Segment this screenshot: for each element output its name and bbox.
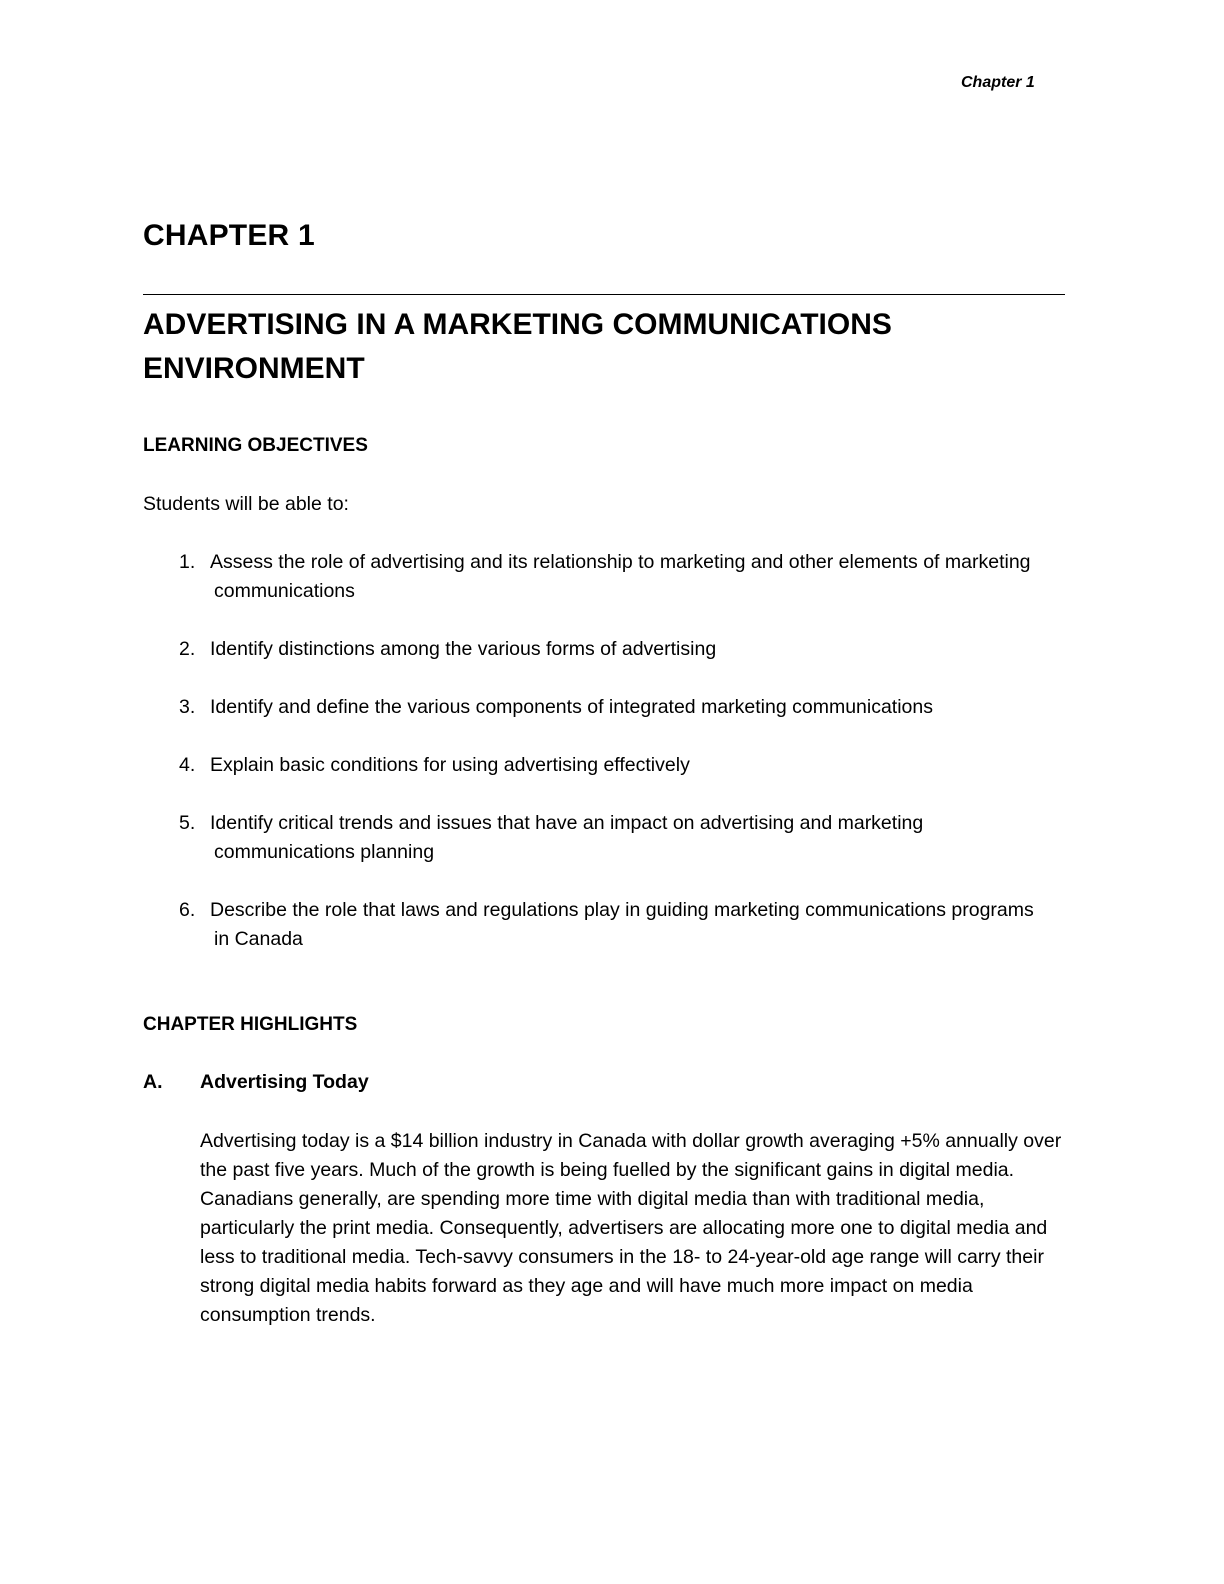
- list-item: [143, 548, 1063, 606]
- list-item-text: Identify critical trends and issues that have an impact on advertising and marketing communications planning: [210, 812, 924, 863]
- chapter-title: ADVERTISING IN A MARKETING COMMUNICATIONS ENVIRONMENT: [143, 308, 892, 385]
- chapter-label: CHAPTER 1: [143, 219, 315, 252]
- list-item-text: Describe the role that laws and regulations play in guiding marketing communications programs in Canada: [210, 899, 1034, 950]
- list-item-number: 3.: [179, 696, 196, 718]
- chapter-highlights-heading: CHAPTER HIGHLIGHTS: [143, 1014, 358, 1035]
- list-item-text: Assess the role of advertising and its relationship to marketing and other elements of marketing communications: [210, 551, 1031, 602]
- list-item-number: 1.: [179, 551, 196, 573]
- list-item-number: 6.: [179, 899, 196, 921]
- objectives-lead: Students will be able to:: [143, 493, 349, 515]
- list-item-text: Explain basic conditions for using advertising effectively: [210, 754, 690, 776]
- list-item: [143, 635, 1063, 664]
- objectives-list: [143, 548, 1063, 983]
- list-item-number: 2.: [179, 638, 196, 660]
- section-paragraph: Advertising today is a $14 billion industry in Canada with dollar growth averaging +5% annually over the past five years. Much of the growth is being fuelled by the significant gains in digital media. Canadians generally, are spending more time with digital media than with traditional media, particularly the print media. Consequently, advertisers are allocating more one to digital media and less to traditional media. Tech-savvy consumers in the 18- to 24-year-old age range will carry their strong digital media habits forward as they age and will have much more impact on media consumption trends.: [200, 1130, 1062, 1326]
- list-item: [143, 896, 1063, 954]
- list-item: [143, 693, 1063, 722]
- list-item: [143, 809, 1063, 867]
- running-header: Chapter 1: [961, 74, 1035, 91]
- title-divider: [143, 294, 1065, 295]
- list-item: [143, 751, 1063, 780]
- section-title: Advertising Today: [200, 1071, 369, 1093]
- section-letter: A.: [143, 1071, 163, 1093]
- list-item-text: Identify and define the various components of integrated marketing communications: [210, 696, 933, 718]
- list-item-number: 5.: [179, 812, 196, 834]
- list-item-number: 4.: [179, 754, 196, 776]
- learning-objectives-heading: LEARNING OBJECTIVES: [143, 435, 368, 456]
- list-item-text: Identify distinctions among the various forms of advertising: [210, 638, 717, 660]
